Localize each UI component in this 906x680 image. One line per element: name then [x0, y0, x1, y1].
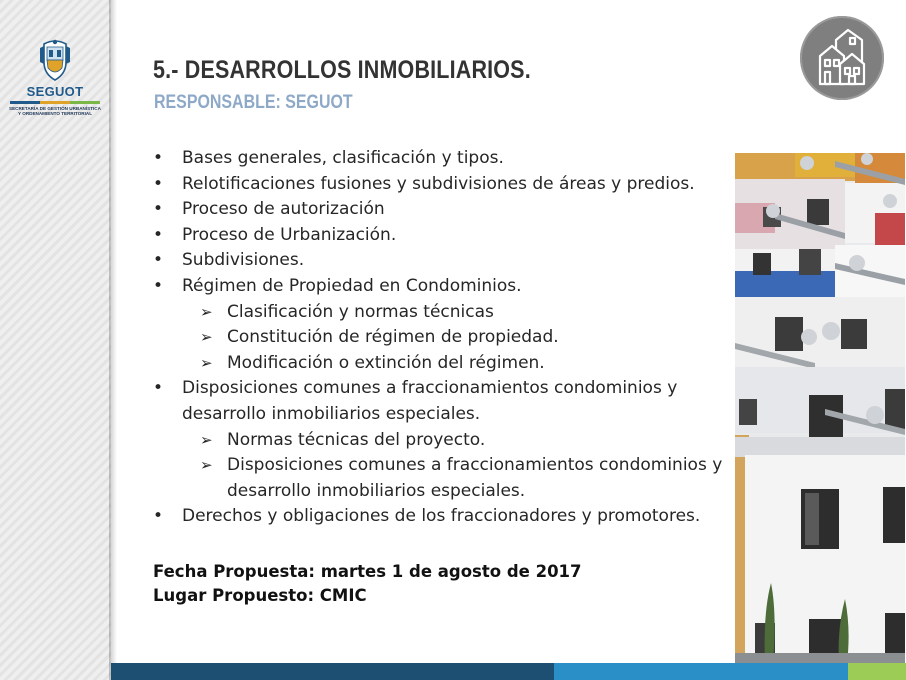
seguot-logo	[8, 38, 102, 117]
list-item-text: Bases generales, clasificación y tipos.	[182, 148, 504, 168]
arrow-bullet-icon: ➢	[200, 328, 213, 347]
bullet-icon: •	[153, 199, 164, 220]
list-item	[153, 146, 733, 172]
sidebar	[0, 0, 111, 680]
list-item	[153, 274, 733, 300]
logo-color-bar	[10, 101, 100, 104]
bullet-icon: •	[153, 173, 164, 194]
sidebar-shadow	[109, 0, 117, 680]
list-item	[153, 197, 733, 223]
bullet-icon: •	[153, 378, 164, 399]
bottom-color-bar	[111, 663, 906, 680]
proposed-place: Lugar Propuesto: CMIC	[153, 586, 367, 605]
bullet-icon: •	[153, 506, 164, 527]
arrow-bullet-icon: ➢	[200, 353, 213, 372]
list-item-text: Clasificación y normas técnicas	[227, 301, 494, 322]
topic-list	[153, 146, 733, 530]
list-item-text: Constitución de régimen de propiedad.	[227, 327, 559, 348]
list-item	[153, 376, 733, 427]
arrow-bullet-icon: ➢	[200, 430, 213, 449]
bullet-icon: •	[153, 224, 164, 245]
bottom-bar-blue-segment	[554, 663, 848, 680]
arrow-bullet-icon: ➢	[200, 302, 213, 321]
list-item-text: Modificación o extinción del régimen.	[227, 352, 545, 373]
housing-photo-illustration	[735, 153, 905, 663]
sub-list-item	[153, 428, 733, 454]
list-item-text: Régimen de Propiedad en Condominios.	[182, 275, 522, 296]
arrow-bullet-icon: ➢	[200, 456, 213, 475]
list-item-text: Disposiciones comunes a fraccionamientos condominios y desarrollo inmobiliarios especiales.	[227, 455, 723, 501]
list-item	[153, 172, 733, 198]
houses-icon	[814, 26, 870, 90]
list-item-text: Subdivisiones.	[182, 250, 305, 271]
municipal-emblem-icon	[38, 38, 72, 82]
list-item	[153, 504, 733, 530]
bullet-icon: •	[153, 148, 164, 168]
slide-subtitle: RESPONSABLE: SEGUOT	[154, 92, 353, 113]
logo-name: SEGUOT	[26, 84, 84, 99]
bottom-bar-green-segment	[848, 663, 906, 680]
housing-photo	[735, 153, 905, 663]
list-item	[153, 248, 733, 274]
sub-list-item	[153, 453, 733, 504]
logo-subtitle-line1: SECRETARÍA DE GESTIÓN URBANÍSTICA	[9, 106, 101, 111]
sub-list-item	[153, 351, 733, 377]
list-item-text: Proceso de Urbanización.	[182, 224, 397, 245]
proposed-date: Fecha Propuesta: martes 1 de agosto de 2017	[153, 562, 582, 581]
sub-list-item	[153, 325, 733, 351]
list-item-text: Derechos y obligaciones de los fraccionadores y promotores.	[182, 506, 701, 527]
slide-title: 5.- DESARROLLOS INMOBILIARIOS.	[153, 56, 531, 84]
list-item-text: Normas técnicas del proyecto.	[227, 429, 486, 450]
houses-icon-badge	[800, 16, 884, 100]
bottom-bar-dark-segment	[111, 663, 554, 680]
bullet-icon: •	[153, 250, 164, 271]
list-item-text: Relotificaciones fusiones y subdivisiones de áreas y predios.	[182, 173, 695, 194]
list-item-text: Proceso de autorización	[182, 199, 385, 220]
sub-list-item	[153, 300, 733, 326]
logo-subtitle-line2: Y ORDENAMIENTO TERRITORIAL	[17, 111, 92, 117]
bullet-icon: •	[153, 275, 164, 296]
list-item-text: Disposiciones comunes a fraccionamientos condominios y desarrollo inmobiliarios especiales.	[182, 378, 678, 424]
list-item	[153, 223, 733, 249]
proposal-info	[153, 560, 582, 608]
